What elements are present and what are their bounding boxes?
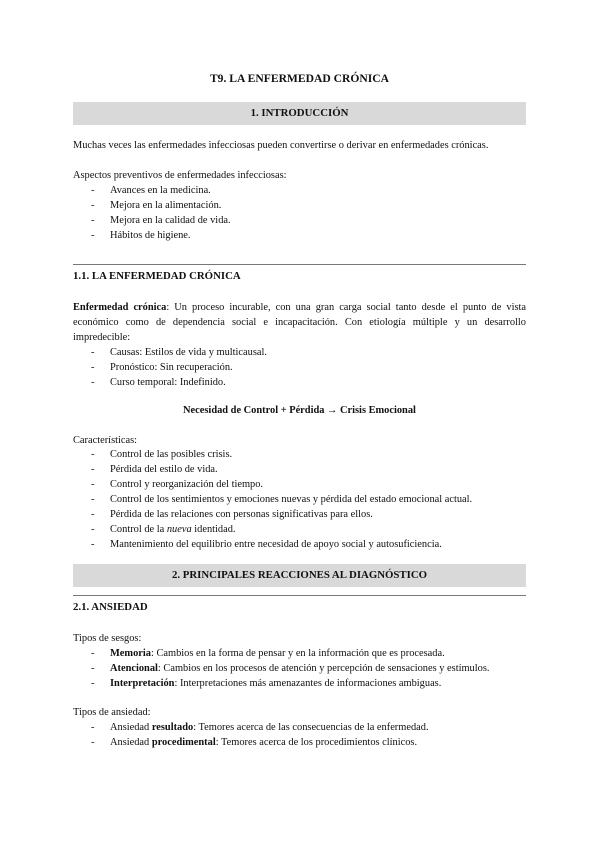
list-item-text: : Cambios en la forma de pensar y en la información que es procesada.	[150, 648, 445, 659]
characteristics-label: Características:	[73, 435, 138, 446]
list-item: - Control de las posibles crisis.	[73, 447, 526, 462]
list-item: - Control y reorganización del tiempo.	[73, 477, 526, 492]
intro-paragraph: Muchas veces las enfermedades infecciosas pueden convertirse o derivar en enfermedades crónicas.	[73, 140, 489, 151]
list-item-text: identidad.	[191, 524, 236, 535]
list-item-text: Control de la	[110, 524, 167, 535]
list-item	[73, 661, 526, 676]
bias-list	[73, 646, 526, 691]
list-item: - Pronóstico: Sin recuperación.	[73, 360, 526, 375]
list-item: - Mantenimiento del equilibrio entre necesidad de apoyo social y autosuficiencia.	[73, 537, 526, 552]
section-heading-introduccion: 1. INTRODUCCIÓN	[73, 102, 526, 125]
list-item-term: resultado	[151, 722, 194, 733]
list-item: - Curso temporal: Indefinido.	[73, 375, 526, 390]
list-item-text: : Temores acerca de las consecuencias de la enfermedad.	[193, 722, 429, 733]
anxiety-list	[73, 720, 526, 750]
definition-text: : Un proceso incurable, con una gran carga social tanto desde el punto de vista económico como de dependencia social e incapacitación. Con etiología múltiple y un desarrollo impredecible:	[73, 302, 526, 343]
list-item: - Mejora en la alimentación.	[73, 198, 526, 213]
preventive-label: Aspectos preventivos de enfermedades infecciosas:	[73, 170, 287, 181]
bias-label: Tipos de sesgos:	[73, 633, 142, 644]
list-item-term: procedimental	[151, 737, 216, 748]
list-item	[73, 735, 526, 750]
definition-list	[73, 345, 526, 390]
list-item	[73, 522, 526, 537]
list-item-term: Atencional	[110, 663, 158, 674]
list-item-text: Ansiedad	[110, 737, 152, 748]
section-divider	[73, 264, 526, 265]
list-item-term: Interpretación	[110, 678, 175, 689]
list-item: - Pérdida de las relaciones con personas significativas para ellos.	[73, 507, 526, 522]
list-item: - Avances en la medicina.	[73, 183, 526, 198]
list-item	[73, 720, 526, 735]
definition-paragraph	[73, 300, 526, 345]
characteristics-list	[73, 447, 526, 552]
list-item	[73, 646, 526, 661]
list-item-text: : Cambios en los procesos de atención y percepción de sensaciones y estímulos.	[157, 663, 490, 674]
list-item: - Pérdida del estilo de vida.	[73, 462, 526, 477]
list-item-text: : Temores acerca de los procedimientos clínicos.	[215, 737, 418, 748]
list-item-text: : Interpretaciones más amenazantes de informaciones ambiguas.	[174, 678, 442, 689]
preventive-list	[73, 183, 526, 243]
list-item	[73, 676, 526, 691]
list-item: - Control de los sentimientos y emociones nuevas y pérdida del estado emocional actual.	[73, 492, 526, 507]
definition-term: Enfermedad crónica	[73, 302, 167, 313]
anxiety-label: Tipos de ansiedad:	[73, 707, 151, 718]
document-title: T9. LA ENFERMEDAD CRÓNICA	[209, 72, 390, 85]
list-item: - Causas: Estilos de vida y multicausal.	[73, 345, 526, 360]
list-item: - Hábitos de higiene.	[73, 228, 526, 243]
list-item-term: Memoria	[110, 648, 151, 659]
subsection-heading-ansiedad: 2.1. ANSIEDAD	[73, 601, 148, 613]
crisis-formula: Necesidad de Control + Pérdida → Crisis Emocional	[183, 405, 416, 416]
list-item-emphasis: nueva	[166, 524, 192, 535]
list-item: - Mejora en la calidad de vida.	[73, 213, 526, 228]
section-heading-reacciones: 2. PRINCIPALES REACCIONES AL DIAGNÓSTICO	[73, 564, 526, 587]
list-item-text: Ansiedad	[110, 722, 152, 733]
section-divider	[73, 595, 526, 596]
subsection-heading-enfermedad-cronica: 1.1. LA ENFERMEDAD CRÓNICA	[73, 270, 241, 282]
